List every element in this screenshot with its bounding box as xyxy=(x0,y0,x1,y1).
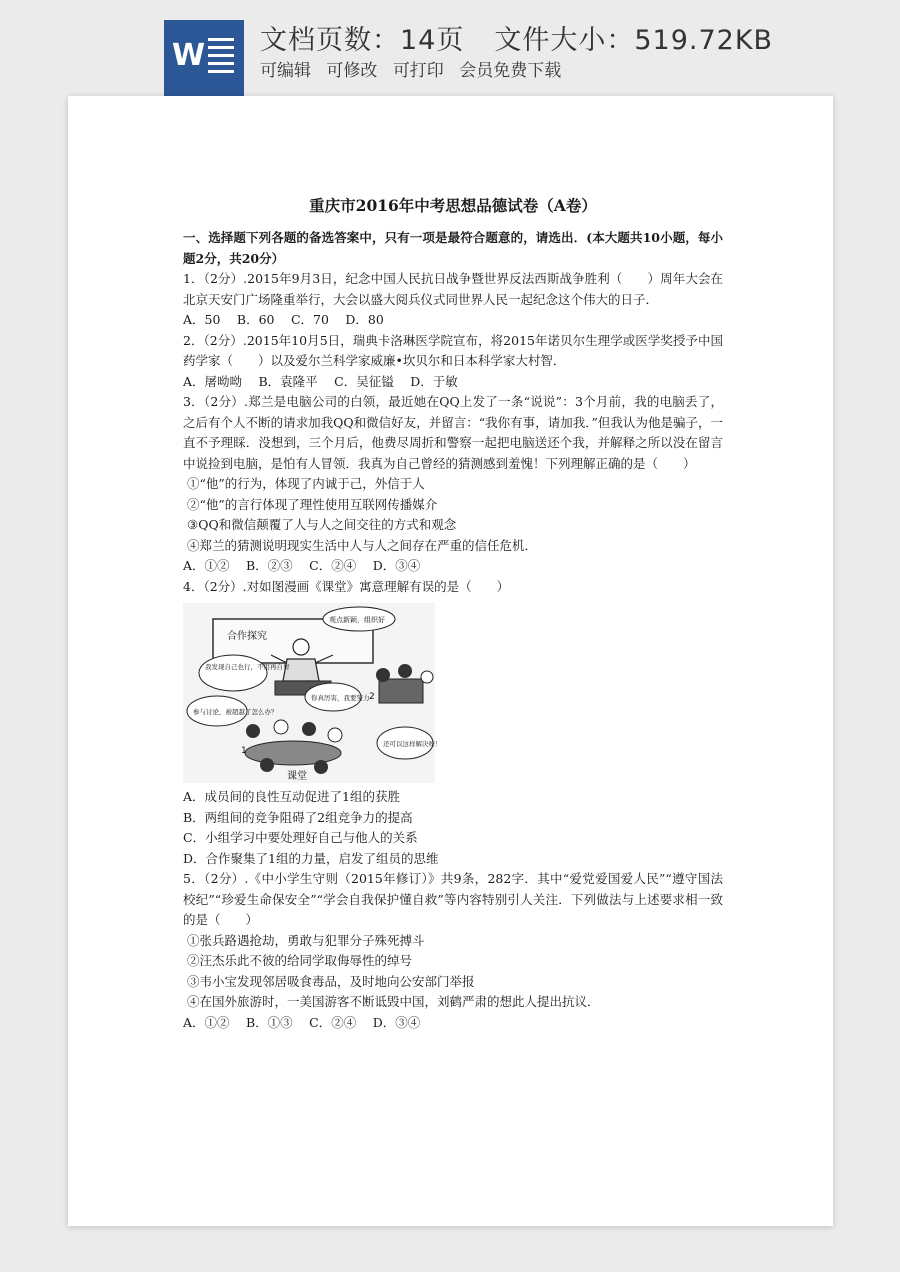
question-2-options: A．屠呦呦 B．袁隆平 C．吴征镒 D．于敏 xyxy=(183,373,458,389)
file-size: 文件大小：519.72KB xyxy=(494,25,774,56)
cartoon-student xyxy=(260,758,274,772)
cartoon-student xyxy=(246,724,260,738)
cartoon-right-bubble: 你真厉害，我要努力 xyxy=(311,694,370,702)
question-3-item-3: ③QQ和微信颠覆了人与人之间交往的方式和观念 xyxy=(187,517,457,532)
question-5-item-2: ②汪杰乐此不彼的给同学取侮辱性的绰号 xyxy=(187,953,413,968)
document-title: 重庆市2016年中考思想品德试卷（A卷） xyxy=(309,196,597,215)
cartoon-student xyxy=(274,720,288,734)
question-5-stem: 5．（2分）.《中小学生守则（2015年修订）》共9条，282字．其中“爱党爱国爱人民”“遵守国法校纪”“珍爱生命保安全”“学会自我保护懂自救”等内容特别引人关注．下列做法与上述要求相一致的是（ ） xyxy=(183,871,723,927)
question-4-stem: 4．（2分）.对如图漫画《课堂》寓意理解有误的是（ ） xyxy=(183,578,510,594)
question-3-item-4: ④郑兰的猜测说明现实生活中人与人之间存在严重的信任危机． xyxy=(187,537,538,553)
feature-free-download: 会员免费下载 xyxy=(459,61,562,81)
document-content xyxy=(183,196,723,1033)
cartoon-caption: 课堂 xyxy=(287,771,307,782)
cartoon-student xyxy=(302,722,316,736)
banner-features xyxy=(260,56,561,81)
question-4-choice-d: D．合作聚集了1组的力量，启发了组员的思维 xyxy=(183,850,439,866)
page-count: 文档页数：14页 xyxy=(260,25,465,56)
cartoon-student xyxy=(328,728,342,742)
cartoon-student xyxy=(376,668,390,682)
question-3-options: A．①② B．②③ C．②④ D．③④ xyxy=(183,558,421,573)
classroom-cartoon xyxy=(183,603,442,783)
cartoon-student xyxy=(421,671,433,683)
cartoon-group-2-label: 2 xyxy=(369,692,375,702)
cartoon-student xyxy=(398,664,412,678)
question-3-stem: 3．（2分）.郑兰是电脑公司的白领，最近她在QQ上发了一条“说说”：3个月前，我的电脑丢了，之后有个人不断的请求加我QQ和微信好友，并留言：“我你有事，请加我．”但我认为他是骗子，一直不予理睬．没想到，三个月后，他费尽周折和警察一起把电脑送还个我，并解释之所以没在留言中说捡到电脑，是怕有人冒领．我真为自己曾经的猜测感到羞愧！下列理解正确的是（ ） xyxy=(183,394,723,471)
cartoon-teacher-head xyxy=(293,639,309,655)
question-5-item-4: ④在国外旅游时，一美国游客不断诋毁中国，刘鹤严肃的想此人提出抗议． xyxy=(187,994,600,1009)
cartoon-discuss-bubble: 参与讨论，被超越了怎么办？ xyxy=(193,708,278,716)
section-heading: 一、选择题下列各题的备选答案中，只有一项是最符合题意的，请选出．(本大题共10小题，每小题2分，共20分） xyxy=(183,230,723,266)
cartoon-group-1-label: 1 xyxy=(241,746,247,756)
question-5-item-1: ①张兵路遇抢劫，勇敢与犯罪分子殊死搏斗 xyxy=(187,932,425,948)
download-banner xyxy=(0,0,900,96)
document-page xyxy=(68,96,833,1226)
question-4-choice-b: B．两组间的竞争阻碍了2组竞争力的提高 xyxy=(183,809,413,825)
question-5-options: A．①② B．①③ C．②④ D．③④ xyxy=(183,1014,421,1030)
question-1-stem: 1．（2分）.2015年9月3日，纪念中国人民抗日战争暨世界反法西斯战争胜利（ ）周年大会在北京天安门广场隆重举行，大会以盛大阅兵仪式同世界人民一起纪念这个伟大的日子． xyxy=(183,271,723,307)
feature-modifiable: 可修改 xyxy=(326,61,378,81)
cartoon-group-2-table xyxy=(379,679,423,703)
cartoon-board-text: 合作探究 xyxy=(227,631,267,642)
banner-title xyxy=(260,18,773,57)
question-4-choice-a: A．成员间的良性互动促进了1组的获胜 xyxy=(183,789,400,804)
question-3-item-1: ①“他”的行为，体现了内诚于己，外信于人 xyxy=(187,476,425,491)
question-4-choice-c: C．小组学习中要处理好自己与他人的关系 xyxy=(183,830,418,845)
question-3-item-2: ②“他”的言行体现了理性使用互联网传播媒介 xyxy=(187,496,438,512)
cartoon-student xyxy=(314,760,328,774)
question-1-options: A．50 B．60 C．70 D．80 xyxy=(183,312,384,327)
feature-printable: 可打印 xyxy=(392,61,444,81)
question-5-item-3: ③韦小宝发现邻居吸食毒品，及时地向公安部门举报 xyxy=(187,973,475,989)
question-2-stem: 2．（2分）.2015年10月5日，瑞典卡洛琳医学院宣布，将2015年诺贝尔生理学或医学奖授予中国药学家（ ）以及爱尔兰科学家威廉•坎贝尔和日本科学家大村智． xyxy=(183,332,723,368)
feature-editable: 可编辑 xyxy=(260,61,311,81)
cartoon-group-1-table xyxy=(245,741,341,765)
cartoon-solve-bubble: 还可以这样解决呀！ xyxy=(383,740,442,748)
word-document-icon: W xyxy=(164,20,244,96)
cartoon-left-bubble: 我发现自己也行，不用再自卑 xyxy=(205,663,290,671)
cartoon-teacher-bubble: 观点新颖，组织好 xyxy=(329,616,385,624)
